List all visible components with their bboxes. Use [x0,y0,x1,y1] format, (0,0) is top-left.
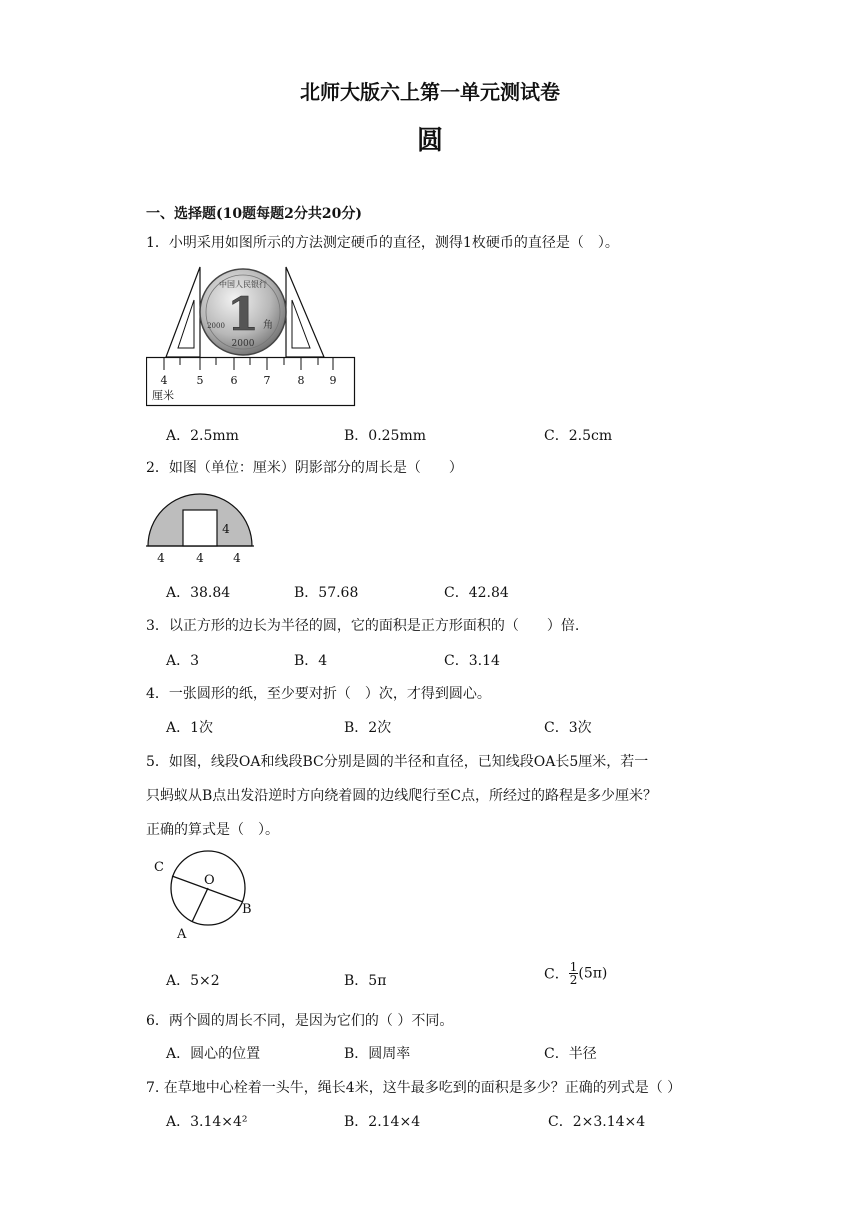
coin-left-text: 2000 [207,322,225,330]
label-o: O [204,873,215,888]
dim-side: 4 [222,522,230,536]
q3-option-c: C．3.14 [444,653,500,669]
dim-bottom-middle: 4 [196,551,204,565]
q4-option-b: B．2次 [344,720,392,736]
q5-option-c [544,961,607,986]
question-6-text: 6．两个圆的周长不同，是因为它们的（ ）不同。 [146,1013,454,1029]
q7-option-c: C．2×3.14×4 [548,1114,646,1130]
page-subtitle: 圆 [416,126,443,156]
q1-option-c: C．2.5cm [544,428,613,444]
section-heading: 一、选择题(10题每题2分共20分) [146,206,362,222]
coin-top-text: 中国人民银行 [219,280,267,289]
question-2-figure [146,486,256,568]
q7-option-a: A．3.14×4² [166,1114,248,1130]
q1-option-b: B．0.25mm [344,428,427,444]
q5-option-a: A．5×2 [166,973,220,989]
q6-option-a: A．圆心的位置 [166,1046,261,1062]
ruler-tick-5: 5 [196,374,204,387]
ruler-tick-4: 4 [160,374,168,387]
question-1-figure [146,262,358,408]
question-5-text-line-3: 正确的算式是（ ）。 [146,822,279,838]
fraction-denominator: 2 [569,973,578,987]
question-1-text: 1．小明采用如图所示的方法测定硬币的直径，测得1枚硬币的直径是（ ）。 [146,235,619,251]
q2-option-b: B．57.68 [294,585,359,601]
coin-year: 2000 [231,339,255,349]
label-b: B [242,902,252,917]
inner-square [183,510,217,546]
label-c: C [154,860,164,875]
q2-option-c: C．42.84 [444,585,509,601]
dim-bottom-right: 4 [233,551,241,565]
ruler-unit: 厘米 [152,389,174,402]
question-5-figure [146,846,264,946]
q5-option-c-fraction [569,961,579,986]
question-3-text: 3．以正方形的边长为半径的圆，它的面积是正方形面积的（ ）倍. [146,618,580,634]
q4-option-c: C．3次 [544,720,592,736]
q6-option-c: C．半径 [544,1046,597,1062]
label-a: A [177,927,187,942]
q5-option-c-expression: (5π) [578,965,608,982]
q2-option-a: A．38.84 [166,585,231,601]
radius-oa [192,888,208,922]
fraction-numerator: 1 [569,960,578,974]
q3-option-b: B．4 [294,653,328,669]
question-5-text-line-1: 5．如图，线段OA和线段BC分别是圆的半径和直径，已知线段OA长5厘米，若一 [146,754,649,770]
ruler-tick-8: 8 [297,374,305,387]
q5-option-c-prefix: C． [544,966,569,983]
q6-option-b: B．圆周率 [344,1046,411,1062]
q1-option-a: A．2.5mm [166,428,239,444]
question-4-text: 4．一张圆形的纸，至少要对折（ ）次，才得到圆心。 [146,686,491,702]
ruler-tick-7: 7 [263,374,271,387]
page-title: 北师大版六上第一单元测试卷 [300,80,560,104]
ruler-tick-9: 9 [329,374,337,387]
question-7-text: 7. 在草地中心栓着一头牛，绳长4米，这牛最多吃到的面积是多少？正确的列式是（ ） [146,1080,682,1096]
left-set-square [166,267,200,357]
q7-option-b: B．2.14×4 [344,1114,421,1130]
question-5-text-line-2: 只蚂蚁从B点出发沿逆时方向绕着圆的边线爬行至C点，所经过的路程是多少厘米？ [146,788,657,804]
coin-digit: 1 [226,287,260,341]
q5-option-b: B．5π [344,973,387,989]
ruler-tick-6: 6 [230,374,238,387]
dim-bottom-left: 4 [157,551,165,565]
coin-right-text: 角 [263,320,273,331]
question-2-text: 2．如图（单位：厘米）阴影部分的周长是（ ） [146,460,463,476]
q4-option-a: A．1次 [166,720,214,736]
q3-option-a: A．3 [166,653,200,669]
